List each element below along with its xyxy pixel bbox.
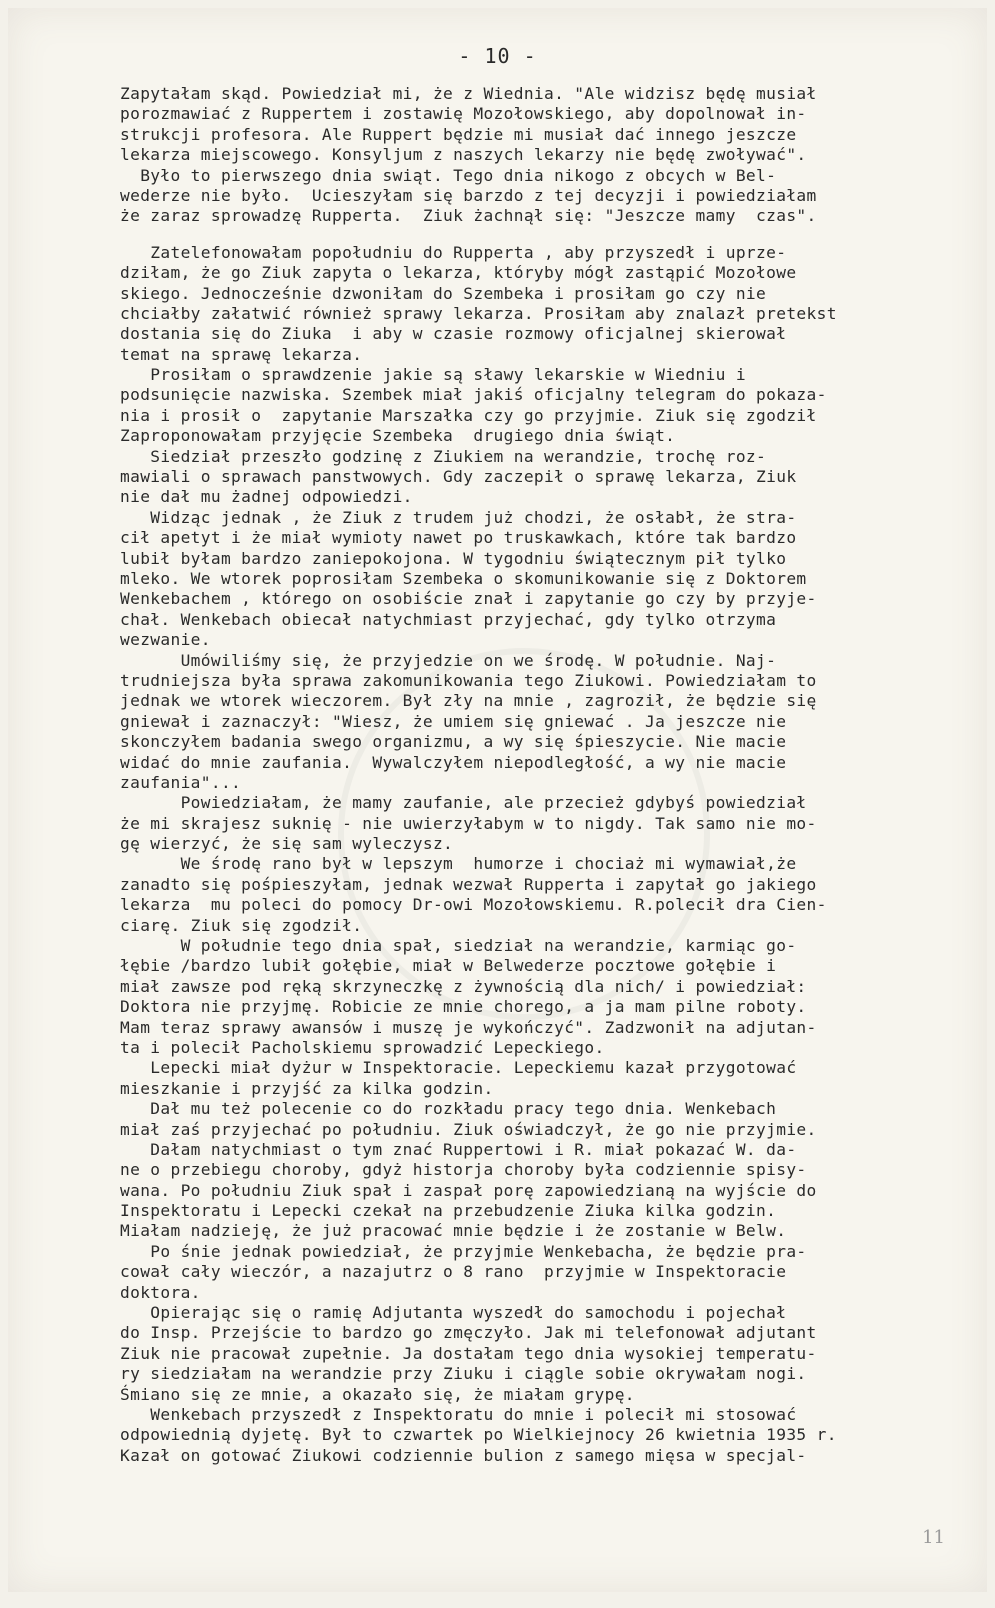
text-line: Lepecki miał dyżur w Inspektoracie. Lepeckiemu kazał przygotować	[120, 1058, 797, 1078]
text-line: Inspektoratu i Lepecki czekał na przebudzenie Ziuka kilka godzin.	[120, 1201, 777, 1221]
text-line: Wenkebach przyszedł z Inspektoratu do mnie i polecił mi stosować	[120, 1405, 797, 1424]
margin-mark: 11	[922, 1527, 945, 1548]
text-line: Umówiliśmy się, że przyjedzie on we środę. W południe. Naj-	[120, 650, 777, 670]
page-number: - 10 -	[458, 44, 537, 68]
text-line: Zapytałam skąd. Powiedział mi, że z Wiednia. "Ale widzisz będę musiał	[120, 84, 817, 103]
text-line: gniewał i zaznaczył: "Wiesz, że umiem się gniewać . Ja jeszcze nie	[120, 711, 787, 731]
text-line: łębie /bardzo lubił gołębie, miał w Belwederze pocztowe gołębie i	[120, 956, 777, 976]
text-line: lubił byłam bardzo zaniepokojona. W tygodniu świątecznym pił tylko	[120, 548, 787, 568]
text-line: trudniejsza była sprawa zakomunikowania tego Ziukowi. Powiedziałam to	[120, 670, 817, 690]
text-line: Wenkebachem , którego on osobiście znał i zapytanie go czy by przyje-	[120, 589, 817, 609]
text-line: mawiali o sprawach panstwowych. Gdy zaczepił o sprawę lekarza, Ziuk	[120, 467, 797, 487]
text-line: Było to pierwszego dnia swiąt. Tego dnia nikogo z obcych w Bel-	[120, 165, 777, 185]
text-line: chciałby załatwić również sprawy lekarza. Prosiłam aby znalazł pretekst	[120, 303, 837, 323]
text-line: dziłam, że go Ziuk zapyta o lekarza, któryby mógł zastąpić Mozołowe	[120, 263, 797, 283]
text-line: ne o przebiegu choroby, gdyż historja choroby była codziennie spisy-	[120, 1160, 807, 1180]
text-line: ciarę. Ziuk się zgodził.	[120, 915, 363, 935]
text-line: strukcji profesora. Ale Ruppert będzie mi musiał dać innego jeszcze	[120, 124, 797, 144]
text-line: Zatelefonowałam popołudniu do Rupperta , aby przyszedł i uprze-	[120, 242, 787, 262]
text-line: Dał mu też polecenie co do rozkładu pracy tego dnia. Wenkebach	[120, 1099, 777, 1119]
text-line: że mi skrajesz suknię - nie uwierzyłabym w to nigdy. Tak samo nie mo-	[120, 813, 817, 833]
text-line: skonczyłem badania swego organizmu, a wy się śpieszycie. Nie macie	[120, 732, 787, 752]
text-line: miał zawsze pod ręką skrzyneczkę z żywnością dla nich/ i powiedział:	[120, 976, 807, 996]
text-line: zaufania"...	[120, 772, 242, 792]
text-line: podsunięcie nazwiska. Szembek miał jakiś oficjalny telegram do pokaza-	[120, 385, 827, 405]
text-line: Miałam nadzieję, że już pracować mnie będzie i że zostanie w Belw.	[120, 1221, 787, 1241]
text-line: Po śnie jednak powiedział, że przyjmie Wenkebacha, że będzie pra-	[120, 1241, 807, 1261]
text-line: Kazał on gotować Ziukowi codziennie bulion z samego mięsa w specjal-	[120, 1445, 807, 1465]
text-line: mleko. We wtorek poprosiłam Szembeka o skomunikowanie się z Doktorem	[120, 568, 807, 588]
text-line: W południe tego dnia spał, siedział na werandzie, karmiąc go-	[120, 936, 797, 956]
text-line: dostania się do Ziuka i aby w czasie rozmowy oficjalnej skierował	[120, 324, 787, 344]
text-line: Dałam natychmiast o tym znać Ruppertowi i R. miał pokazać W. da-	[120, 1139, 797, 1159]
text-line: Śmiano się ze mnie, a okazało się, że miałam grypę.	[120, 1384, 635, 1404]
text-line: Powiedziałam, że mamy zaufanie, ale przecież gdybyś powiedział	[120, 793, 807, 813]
text-line: Siedział przeszło godzinę z Ziukiem na werandzie, trochę roz-	[120, 446, 767, 466]
typewritten-body-text	[120, 84, 965, 1466]
text-line: wezwanie.	[120, 630, 211, 650]
text-line: chał. Wenkebach obiecał natychmiast przyjechać, gdy tylko otrzyma	[120, 609, 777, 629]
text-line: We środę rano był w lepszym humorze i chociaż mi wymawiał,że	[120, 854, 797, 874]
text-line: ta i polecił Pacholskiemu sprowadzić Lepeckiego.	[120, 1037, 605, 1057]
text-line: widać do mnie zaufania. Wywalczyłem niepodległość, a wy nie macie	[120, 752, 787, 772]
text-line: porozmawiać z Ruppertem i zostawię Mozołowskiego, aby dopolnował in-	[120, 104, 807, 124]
text-line: lekarza miejscowego. Konsyljum z naszych lekarzy nie będę zwoływać".	[120, 145, 807, 165]
text-line: odpowiednią dyjetę. Był to czwartek po Wielkiejnocy 26 kwietnia 1935 r.	[120, 1425, 837, 1445]
text-line: Opierając się o ramię Adjutanta wyszedł do samochodu i pojechał	[120, 1303, 787, 1323]
text-line: Prosiłam o sprawdzenie jakie są sławy lekarskie w Wiedniu i	[120, 365, 746, 385]
text-line: ry siedziałam na werandzie przy Ziuku i ciągle sobie okrywałam nogi.	[120, 1364, 807, 1384]
text-line: cował cały wieczór, a nazajutrz o 8 rano przyjmie w Inspektoracie	[120, 1262, 787, 1282]
text-line: miał zaś przyjechać po południu. Ziuk oświadczył, że go nie przyjmie.	[120, 1119, 817, 1139]
text-line: doktora.	[120, 1282, 201, 1302]
text-line: skiego. Jednocześnie dzwoniłam do Szembeka i prosiłam go czy nie	[120, 283, 767, 303]
text-line: nie dał mu żadnej odpowiedzi.	[120, 487, 413, 507]
text-line: Ziuk nie pracował zupełnie. Ja dostałam tego dnia wysokiej temperatu-	[120, 1343, 817, 1363]
text-line: Widząc jednak , że Ziuk z trudem już chodzi, że osłabł, że stra-	[120, 507, 797, 527]
text-line: mieszkanie i przyjść za kilka godzin.	[120, 1078, 494, 1098]
text-line: jednak we wtorek wieczorem. Był zły na mnie , zagroził, że będzie się	[120, 691, 817, 711]
document-page	[8, 8, 987, 1592]
text-line: wederze nie było. Ucieszyłam się barzdo z tej decyzji i powiedziałam	[120, 185, 817, 205]
text-line: wana. Po południu Ziuk spał i zaspał porę zapowiedzianą na wyjście do	[120, 1180, 817, 1200]
text-line: lekarza mu poleci do pomocy Dr-owi Mozołowskiemu. R.polecił dra Cien-	[120, 895, 827, 915]
text-line: cił apetyt i że miał wymioty nawet po truskawkach, które tak bardzo	[120, 528, 797, 548]
text-line: zanadto się pośpieszyłam, jednak wezwał Rupperta i zapytał go jakiego	[120, 874, 817, 894]
text-line: do Insp. Przejście to bardzo go zmęczyło. Jak mi telefonował adjutant	[120, 1323, 817, 1343]
text-line: że zaraz sprowadzę Rupperta. Ziuk żachnął się: "Jeszcze mamy czas".	[120, 206, 817, 226]
text-line: gę wierzyć, że się sam wyleczysz.	[120, 834, 454, 854]
text-line: nia i prosił o zapytanie Marszałka czy go przyjmie. Ziuk się zgodził	[120, 405, 817, 425]
text-line: Mam teraz sprawy awansów i muszę je wykończyć". Zadzwonił na adjutan-	[120, 1017, 817, 1037]
text-line: Zaproponowałam przyjęcie Szembeka drugiego dnia świąt.	[120, 426, 676, 446]
text-line: Doktora nie przyjmę. Robicie ze mnie chorego, a ja mam pilne roboty.	[120, 997, 807, 1017]
text-line: temat na sprawę lekarza.	[120, 344, 363, 364]
paragraph-gap	[120, 227, 965, 243]
